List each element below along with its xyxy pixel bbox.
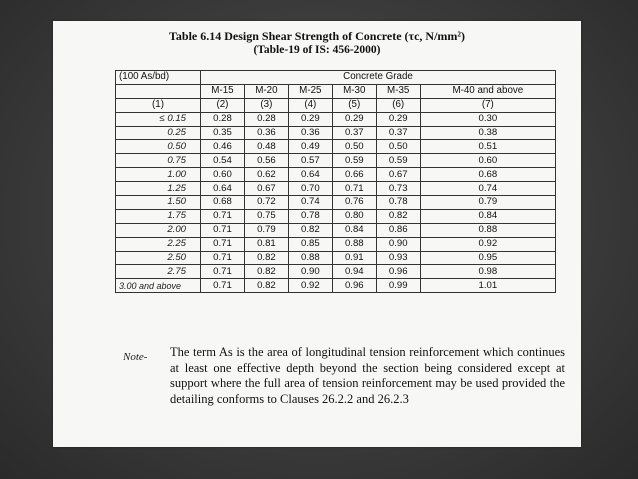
grade-header: M-30 bbox=[332, 84, 376, 98]
steel-ratio-cell: 1.00 bbox=[116, 168, 201, 182]
shear-value-cell: 0.49 bbox=[288, 140, 332, 154]
shear-value-cell: 0.84 bbox=[332, 223, 376, 237]
table-row bbox=[116, 126, 556, 140]
steel-ratio-cell: 2.00 bbox=[116, 223, 201, 237]
table-row bbox=[116, 182, 556, 196]
shear-value-cell: 0.72 bbox=[244, 196, 288, 210]
shear-value-cell: 0.71 bbox=[332, 182, 376, 196]
note-text: The term As is the area of longitudinal tension reinforcement which continues at least one effective depth beyond the section being considered except at support where the full area of tension reinforcement may be used provided the detailing conforms to Clauses 26.2.2 and 26.2.3 bbox=[170, 345, 565, 406]
steel-ratio-cell: 0.75 bbox=[116, 154, 201, 168]
shear-value-cell: 0.59 bbox=[332, 154, 376, 168]
col-number: (7) bbox=[420, 98, 555, 112]
shear-value-cell: 0.59 bbox=[376, 154, 420, 168]
shear-value-cell: 0.79 bbox=[244, 223, 288, 237]
shear-value-cell: 0.67 bbox=[244, 182, 288, 196]
table-row bbox=[116, 112, 556, 126]
shear-value-cell: 0.28 bbox=[244, 112, 288, 126]
shear-value-cell: 0.98 bbox=[420, 265, 555, 279]
table-row bbox=[116, 168, 556, 182]
shear-value-cell: 0.94 bbox=[332, 265, 376, 279]
table-row bbox=[116, 279, 556, 293]
shear-value-cell: 0.71 bbox=[201, 265, 245, 279]
concrete-grade-header: Concrete Grade bbox=[201, 71, 556, 85]
shear-value-cell: 0.88 bbox=[332, 237, 376, 251]
shear-value-cell: 0.74 bbox=[420, 182, 555, 196]
shear-value-cell: 0.90 bbox=[288, 265, 332, 279]
table-body bbox=[116, 112, 556, 293]
shear-value-cell: 0.71 bbox=[201, 279, 245, 293]
shear-value-cell: 0.81 bbox=[244, 237, 288, 251]
shear-value-cell: 0.68 bbox=[201, 196, 245, 210]
title-line-1: Table 6.14 Design Shear Strength of Concrete (τc, N/mm²) bbox=[169, 29, 465, 43]
col-number: (5) bbox=[332, 98, 376, 112]
table-row bbox=[116, 140, 556, 154]
steel-ratio-cell: 2.25 bbox=[116, 237, 201, 251]
shear-value-cell: 0.90 bbox=[376, 237, 420, 251]
shear-value-cell: 0.74 bbox=[288, 196, 332, 210]
col-number: (1) bbox=[116, 98, 201, 112]
grade-header: M-15 bbox=[201, 84, 245, 98]
steel-ratio-cell: 2.50 bbox=[116, 251, 201, 265]
note-label: Note- bbox=[123, 351, 148, 363]
shear-value-cell: 0.64 bbox=[201, 182, 245, 196]
table-row bbox=[116, 154, 556, 168]
steel-ratio-cell: 3.00 and above bbox=[116, 279, 201, 293]
grade-header: M-40 and above bbox=[420, 84, 555, 98]
grade-header-blank bbox=[116, 84, 201, 98]
col-number: (4) bbox=[288, 98, 332, 112]
shear-value-cell: 0.78 bbox=[288, 209, 332, 223]
steel-ratio-cell: 2.75 bbox=[116, 265, 201, 279]
table-row bbox=[116, 223, 556, 237]
shear-value-cell: 0.62 bbox=[244, 168, 288, 182]
shear-value-cell: 0.84 bbox=[420, 209, 555, 223]
shear-value-cell: 0.88 bbox=[420, 223, 555, 237]
shear-value-cell: 0.76 bbox=[332, 196, 376, 210]
shear-value-cell: 0.67 bbox=[376, 168, 420, 182]
shear-value-cell: 0.82 bbox=[288, 223, 332, 237]
shear-value-cell: 0.71 bbox=[201, 223, 245, 237]
shear-value-cell: 0.46 bbox=[201, 140, 245, 154]
shear-value-cell: 0.71 bbox=[201, 209, 245, 223]
shear-value-cell: 0.68 bbox=[420, 168, 555, 182]
shear-value-cell: 0.51 bbox=[420, 140, 555, 154]
header-row-grade bbox=[116, 71, 556, 85]
shear-value-cell: 0.82 bbox=[376, 209, 420, 223]
shear-value-cell: 0.99 bbox=[376, 279, 420, 293]
shear-value-cell: 0.92 bbox=[288, 279, 332, 293]
document-page bbox=[53, 21, 581, 447]
header-row-grades bbox=[116, 84, 556, 98]
shear-strength-table bbox=[115, 70, 556, 293]
steel-ratio-cell: 1.75 bbox=[116, 209, 201, 223]
table-row bbox=[116, 251, 556, 265]
shear-value-cell: 0.82 bbox=[244, 279, 288, 293]
shear-value-cell: 0.96 bbox=[376, 265, 420, 279]
shear-value-cell: 0.80 bbox=[332, 209, 376, 223]
shear-value-cell: 1.01 bbox=[420, 279, 555, 293]
shear-value-cell: 0.56 bbox=[244, 154, 288, 168]
shear-value-cell: 0.86 bbox=[376, 223, 420, 237]
shear-value-cell: 0.29 bbox=[376, 112, 420, 126]
shear-value-cell: 0.28 bbox=[201, 112, 245, 126]
shear-value-cell: 0.92 bbox=[420, 237, 555, 251]
shear-value-cell: 0.37 bbox=[376, 126, 420, 140]
shear-value-cell: 0.71 bbox=[201, 251, 245, 265]
header-row-numbers bbox=[116, 98, 556, 112]
shear-value-cell: 0.29 bbox=[332, 112, 376, 126]
shear-value-cell: 0.64 bbox=[288, 168, 332, 182]
grade-header: M-20 bbox=[244, 84, 288, 98]
shear-value-cell: 0.85 bbox=[288, 237, 332, 251]
col-number: (2) bbox=[201, 98, 245, 112]
shear-value-cell: 0.50 bbox=[332, 140, 376, 154]
shear-value-cell: 0.91 bbox=[332, 251, 376, 265]
shear-value-cell: 0.60 bbox=[201, 168, 245, 182]
shear-value-cell: 0.48 bbox=[244, 140, 288, 154]
shear-value-cell: 0.95 bbox=[420, 251, 555, 265]
grade-header: M-25 bbox=[288, 84, 332, 98]
table-row bbox=[116, 265, 556, 279]
shear-value-cell: 0.54 bbox=[201, 154, 245, 168]
steel-ratio-cell: 1.50 bbox=[116, 196, 201, 210]
shear-value-cell: 0.82 bbox=[244, 251, 288, 265]
shear-value-cell: 0.93 bbox=[376, 251, 420, 265]
shear-value-cell: 0.57 bbox=[288, 154, 332, 168]
table-row bbox=[116, 196, 556, 210]
steel-ratio-cell: 0.50 bbox=[116, 140, 201, 154]
shear-value-cell: 0.60 bbox=[420, 154, 555, 168]
shear-value-cell: 0.96 bbox=[332, 279, 376, 293]
shear-value-cell: 0.78 bbox=[376, 196, 420, 210]
shear-value-cell: 0.38 bbox=[420, 126, 555, 140]
shear-value-cell: 0.79 bbox=[420, 196, 555, 210]
shear-value-cell: 0.66 bbox=[332, 168, 376, 182]
shear-value-cell: 0.70 bbox=[288, 182, 332, 196]
shear-value-cell: 0.37 bbox=[332, 126, 376, 140]
table-row bbox=[116, 209, 556, 223]
steel-ratio-cell: 0.25 bbox=[116, 126, 201, 140]
grade-header: M-35 bbox=[376, 84, 420, 98]
title-line-2: (Table-19 of IS: 456-2000) bbox=[253, 44, 381, 56]
col-number: (3) bbox=[244, 98, 288, 112]
shear-value-cell: 0.30 bbox=[420, 112, 555, 126]
shear-value-cell: 0.29 bbox=[288, 112, 332, 126]
steel-ratio-cell: ≤ 0.15 bbox=[116, 112, 201, 126]
shear-value-cell: 0.75 bbox=[244, 209, 288, 223]
shear-value-cell: 0.82 bbox=[244, 265, 288, 279]
shear-value-cell: 0.35 bbox=[201, 126, 245, 140]
table-title bbox=[53, 29, 581, 57]
shear-value-cell: 0.88 bbox=[288, 251, 332, 265]
table-row bbox=[116, 237, 556, 251]
col-number: (6) bbox=[376, 98, 420, 112]
steel-ratio-cell: 1.25 bbox=[116, 182, 201, 196]
row-header-cell: (100 As/bd) bbox=[116, 71, 201, 85]
shear-value-cell: 0.73 bbox=[376, 182, 420, 196]
shear-value-cell: 0.36 bbox=[244, 126, 288, 140]
shear-value-cell: 0.50 bbox=[376, 140, 420, 154]
shear-value-cell: 0.71 bbox=[201, 237, 245, 251]
shear-value-cell: 0.36 bbox=[288, 126, 332, 140]
